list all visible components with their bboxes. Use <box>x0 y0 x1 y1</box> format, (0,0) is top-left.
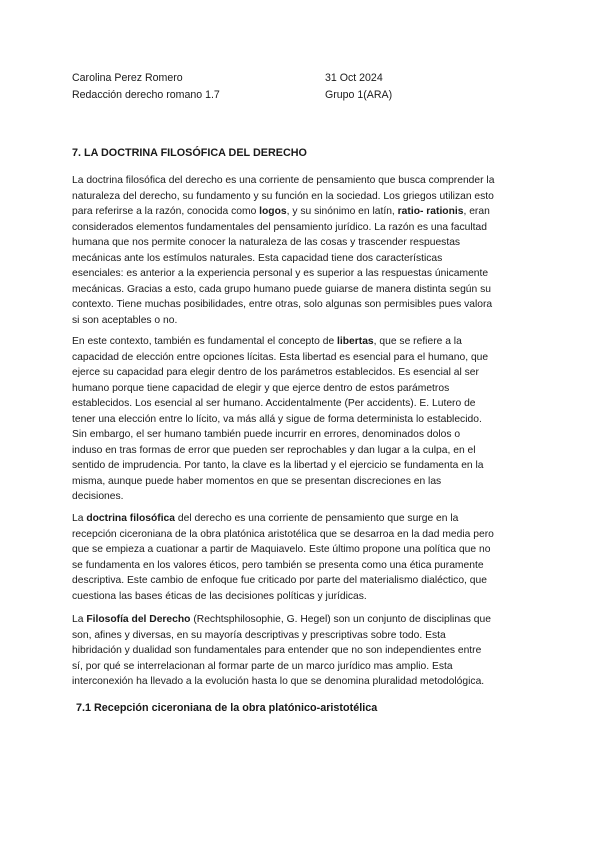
text-line: para referirse a la razón, conocida como logos, y su sinónimo en latín, ratio- rationis, eran <box>72 206 490 217</box>
text-line: humano porque tiene capacidad de elegir y que ejerce dentro de estos parámetros <box>72 382 450 394</box>
text-line: La doctrina filosófica del derecho es una corriente de pensamiento que surge en la <box>72 513 459 524</box>
text-line: considerados elementos fundamentales del pensamiento jurídico. La razón es una facultad <box>72 221 487 233</box>
paragraph-2 <box>72 334 532 505</box>
term-libertas: libertas <box>337 336 374 347</box>
text-line: sentido de imprudencia. Por tanto, la clave es la libertad y el ejercicio se fundamenta en la <box>72 460 484 471</box>
group-label: Grupo 1(ARA) <box>325 89 393 101</box>
text-line: se fundamenta en los valores éticos, pero también se presenta como una ética puramente <box>72 559 484 571</box>
text-line: sí, por qué se interrelacionan al formar parte de un marco jurídico mas amplio. Esta <box>72 660 453 672</box>
header-left <box>72 70 220 104</box>
text-line: humana que nos permite conocer la naturaleza de las cosas y trascender respuestas <box>72 237 461 248</box>
text-line: La Filosofía del Derecho (Rechtsphilosophie, G. Hegel) son un conjunto de disciplinas que <box>72 614 491 625</box>
text-line: recepción ciceroniana de la obra platónica aristotélica que se desarroa en la dad media pero <box>72 528 494 540</box>
author-name: Carolina Perez Romero <box>72 72 183 84</box>
text-line: interconexión ha llevado a la evolución hasta lo que se denomina pluralidad metodológica. <box>72 676 485 687</box>
paragraph-1 <box>72 173 532 328</box>
text-line: En este contexto, también es fundamental el concepto de libertas, que se refiere a la <box>72 336 462 347</box>
text-line: naturaleza del derecho, su fundamento y su función en la sociedad. Los griegos utilizan esto <box>72 190 494 202</box>
course-name: Redacción derecho romano 1.7 <box>72 89 220 101</box>
subsection-title: 7.1 Recepción ciceroniana de la obra platónico-aristotélica <box>76 702 378 714</box>
text-line: que se empieza a cuationar a partir de Maquiavelo. Este último propone una política que no <box>72 544 491 555</box>
section-title: 7. LA DOCTRINA FILOSÓFICA DEL DERECHO <box>72 147 307 159</box>
document-date: 31 Oct 2024 <box>325 72 383 84</box>
term-logos: logos <box>259 206 287 217</box>
text-line: contexto. Tiene muchas posibilidades, entre otras, solo algunas son permisibles pues valora <box>72 299 493 310</box>
text-line: capacidad de elección entre opciones lícitas. Esta libertad es esencial para el humano, que <box>72 351 489 363</box>
text-line: si son aceptables o no. <box>72 314 178 326</box>
paragraph-3 <box>72 511 532 604</box>
text-line: cuestiona las bases éticas de las decisiones políticas y jurídicas. <box>72 590 367 602</box>
text-line: mecánicas. Gracias a esto, cada grupo humano puede guiarse de manera distinta según su <box>72 283 491 295</box>
paragraph-4 <box>72 612 532 690</box>
term-doctrina: doctrina filosófica <box>86 513 176 524</box>
term-filosofia: Filosofía del Derecho <box>86 614 191 625</box>
header-right <box>325 70 392 104</box>
text-line: tener una elección entre lo lícito, va más allá y sigue de forma determinista lo establecido. <box>72 413 482 425</box>
text-line: mecánicas ante los estímulos naturales. Esta capacidad tiene dos características <box>72 252 443 264</box>
text-line: Sin embargo, el ser humano también puede incurrir en errores, denominados dolos o <box>72 429 461 440</box>
text-line: induso en tras formas de error que pueden ser reprochables y dan lugar a la culpa, en el <box>72 444 476 456</box>
text-line: La doctrina filosófica del derecho es una corriente de pensamiento que busca comprender la <box>72 175 495 186</box>
text-line: misma, aunque puede haber momentos en que se presentan discreciones en las <box>72 475 442 487</box>
text-line: establecidos. Los esencial al ser humano. Accidentalmente (Per accidents). E. Lutero de <box>72 398 476 409</box>
text-line: decisiones. <box>72 491 124 502</box>
text-line: descriptiva. Este cambio de enfoque fue criticado por parte del materialismo dialéctico, que <box>72 575 487 586</box>
text-line: esenciales: es anterior a la experiencia personal y es superior a las respuestas únicamente <box>72 268 489 279</box>
text-line: ejerce su capacidad para elegir dentro de los parámetros establecidos. Es esencial al ser <box>72 367 479 378</box>
term-ratio: ratio- rationis <box>397 206 464 217</box>
text-line: son, afines y diversas, en su mayoría descriptivas y prescriptivas sobre todo. Esta <box>72 629 446 641</box>
text-line: hibridación y dualidad son fundamentales para entender que no son independientes entre <box>72 645 482 656</box>
